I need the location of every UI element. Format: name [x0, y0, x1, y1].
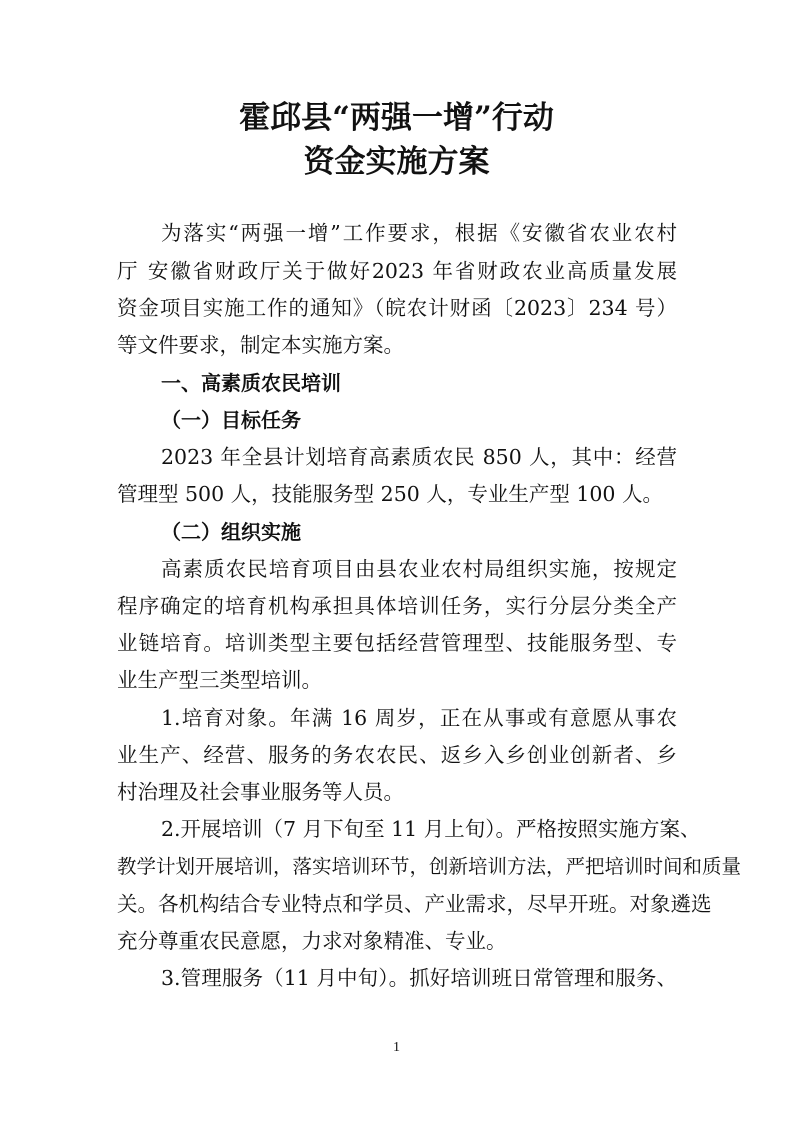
- item2-line-3: 关。各机构结合专业特点和学员、产业需求，尽早开班。对象遴选: [117, 892, 712, 916]
- item2-line-4: 充分尊重农民意愿，力求对象精准、专业。: [117, 929, 507, 953]
- intro-line-4: 等文件要求，制定本实施方案。: [117, 333, 404, 357]
- item1-line-1: 1.培育对象。年满 16 周岁，正在从事或有意愿从事农: [161, 706, 677, 730]
- section-heading: 一、高素质农民培训: [161, 371, 341, 395]
- goal-line-1: 2023 年全县计划培育高素质农民 850 人，其中：经营: [161, 445, 677, 469]
- intro-line-3: 资金项目实施工作的通知》（皖农计财函〔2023〕234 号）: [117, 296, 677, 320]
- intro-line-2: 厅 安徽省财政厅关于做好2023 年省财政农业高质量发展: [117, 259, 677, 283]
- subsection-heading-organization: （二）组织实施: [161, 520, 301, 544]
- item1-line-2: 业生产、经营、服务的务农农民、返乡入乡创业创新者、乡: [117, 743, 677, 767]
- item3-line-1: 3.管理服务（11 月中旬）。抓好培训班日常管理和服务、: [161, 966, 677, 990]
- subsection-heading-goals: （一）目标任务: [161, 408, 301, 432]
- item2-line-1: 2.开展培训（7 月下旬至 11 月上旬）。严格按照实施方案、: [161, 817, 701, 841]
- intro-line-1: 为落实“两强一增”工作要求，根据《安徽省农业农村: [161, 221, 677, 245]
- item2-line-2: 教学计划开展培训，落实培训环节，创新培训方法，严把培训时间和质量: [117, 855, 742, 878]
- document-title-line-1: 霍邱县“两强一增”行动: [239, 100, 554, 136]
- org-line-2: 程序确定的培育机构承担具体培训任务，实行分层分类全产: [117, 594, 677, 618]
- document-title-line-2: 资金实施方案: [303, 144, 490, 180]
- org-line-3: 业链培育。培训类型主要包括经营管理型、技能服务型、专: [117, 631, 677, 655]
- goal-line-2: 管理型 500 人，技能服务型 250 人，专业生产型 100 人。: [117, 482, 663, 506]
- item1-line-3: 村治理及社会事业服务等人员。: [117, 780, 404, 804]
- org-line-4: 业生产型三类型培训。: [117, 668, 322, 692]
- page-number: 1: [393, 1040, 400, 1055]
- org-line-1: 高素质农民培育项目由县农业农村局组织实施，按规定: [161, 557, 677, 581]
